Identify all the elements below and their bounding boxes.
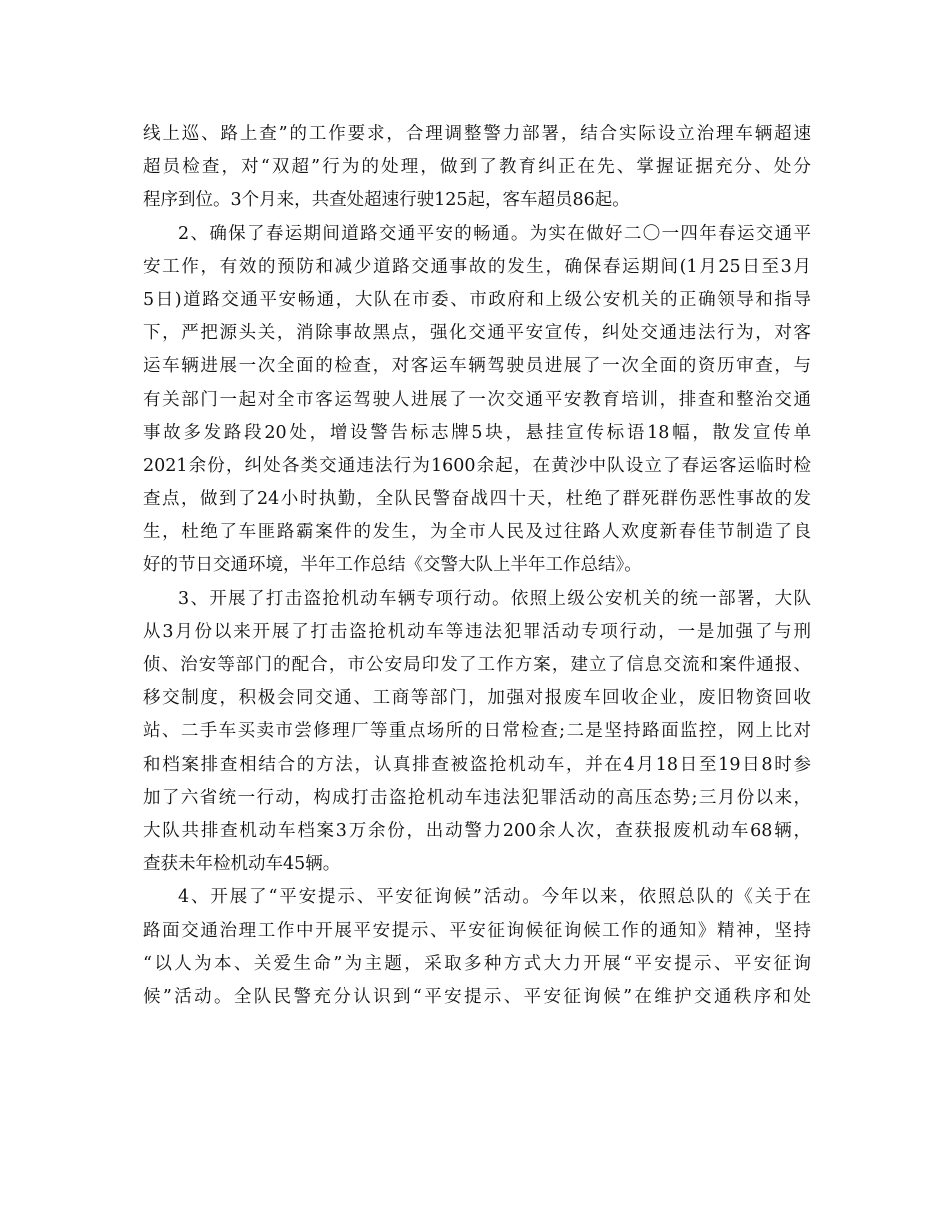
text-line: 4、开展了“平安提示、平安征询候”活动。今年以来，依照总队的《关于在 (178, 887, 811, 908)
text-line: 线上巡、路上查”的工作要求，合理调整警力部署，结合实际设立治理车辆超速 (143, 124, 811, 144)
text-line: 运车辆进展一次全面的检查，对客运车辆驾驶员进展了一次全面的资历审查，与 (143, 356, 811, 377)
text-line: 候”活动。全队民警充分认识到“平安提示、平安征询候”在维护交通秩序和处 (143, 986, 811, 1007)
text-line: 事故多发路段20处，增设警告标志牌5块，悬挂宣传标语18幅，散发宣传单 (143, 422, 811, 443)
text-line: 加了六省统一行动，构成打击盗抢机动车违法犯罪活动的高压态势;三月份以来， (143, 787, 811, 808)
text-line: 2、确保了春运期间道路交通平安的畅通。为实在做好二〇一四年春运交通平 (178, 223, 811, 244)
text-line: 从3月份以来开展了打击盗抢机动车等违法犯罪活动专项行动，一是加强了与刑 (143, 621, 811, 642)
text-line: 路面交通治理工作中开展平安提示、平安征询候征询候工作的通知》精神，坚持 (143, 920, 811, 941)
text-line: 2021余份，纠处各类交通违法行为1600余起，在黄沙中队设立了春运客运临时检 (143, 455, 811, 476)
text-line: 移交制度，积极会同交通、工商等部门，加强对报废车回收企业，废旧物资回收 (143, 688, 811, 709)
text-line: 有关部门一起对全市客运驾驶人进展了一次交通平安教育培训，排查和整治交通 (143, 389, 811, 410)
text-line: 安工作，有效的预防和减少道路交通事故的发生，确保春运期间(1月25日至3月 (143, 256, 811, 277)
text-line: 大队共排查机动车档案3万余份，出动警力200余人次，查获报废机动车68辆， (143, 820, 811, 841)
text-line: 好的节日交通环境，半年工作总结《交警大队上半年工作总结》。 (143, 555, 642, 576)
text-line: 下，严把源头关，消除事故黑点，强化交通平安宣传，纠处交通违法行为，对客 (143, 323, 811, 344)
text-line: 程序到位。3个月来，共查处超速行驶125起，客车超员86起。 (143, 190, 630, 211)
text-line: 查获未年检机动车45辆。 (143, 854, 341, 875)
document-body (143, 118, 811, 1014)
text-line: 侦、治安等部门的配合，市公安局印发了工作方案，建立了信息交流和案件通报、 (143, 655, 811, 675)
text-line: 生，杜绝了车匪路霸案件的发生，为全市人民及过往路人欢度新春佳节制造了良 (143, 522, 811, 543)
text-line: “以人为本、关爱生命”为主题，采取多种方式大力开展“平安提示、平安征询 (143, 953, 811, 974)
text-line: 超员检查，对“双超”行为的处理，做到了教育纠正在先、掌握证据充分、处分 (143, 157, 811, 178)
text-line: 5日)道路交通平安畅通，大队在市委、市政府和上级公安机关的正确领导和指导 (143, 289, 811, 310)
text-line: 和档案排查相结合的方法，认真排查被盗抢机动车，并在4月18日至19日8时参 (143, 754, 811, 775)
text-line: 查点，做到了24小时执勤，全队民警奋战四十天，杜绝了群死群伤恶性事故的发 (143, 489, 811, 510)
text-line: 3、开展了打击盗抢机动车辆专项行动。依照上级公安机关的统一部署，大队 (178, 588, 811, 609)
text-line: 站、二手车买卖市尝修理厂等重点场所的日常检查;二是坚持路面监控，网上比对 (143, 721, 811, 742)
